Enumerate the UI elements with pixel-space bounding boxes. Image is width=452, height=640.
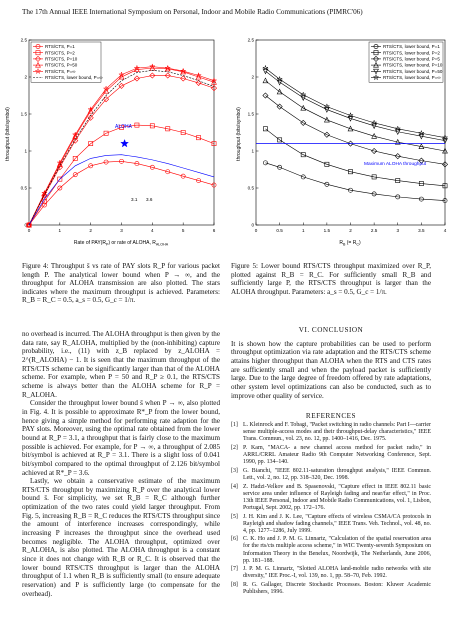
y-tick-label: 2.5	[20, 37, 27, 43]
references-title: REFERENCES	[305, 412, 357, 421]
x-tick-label: 2	[349, 228, 352, 233]
series-line	[29, 70, 214, 225]
legend-label: RTS/CTS, P=∞	[45, 68, 76, 74]
marker-label-3-1: 3.1	[131, 197, 138, 202]
legend-label: RTS/CTS, lower bound, P=5	[383, 56, 440, 62]
x-axis-label: $R_B$ (= $R_C$)	[339, 240, 361, 247]
x-tick-label: 3	[396, 228, 400, 233]
x-tick-label: 1	[301, 228, 305, 233]
reference-item: [5] J. H. Kim and J. K. Lee, "Capture effects of wireless CSMA/CA protocols in Rayleigh and shadow fading channels," IEEE Trans. Veh. Technol., vol. 48, no. 4, pp. 1277–1286, July 1999.	[231, 513, 431, 534]
series-line	[29, 68, 214, 225]
figure-4-caption: Figure 4: Throughput s̄ vs rate of PAY slots R_P for various packet length P. The analytical lower bound when P → ∞, and the throughput for ALOHA transmission are also plotted. The stars indicates where the maximum throughput is achieved. Parameters: R_B = R_C = 0.5, a_s = 0.5, G_c = 1/π.	[22, 262, 220, 305]
y-tick-label: 1.5	[20, 111, 27, 117]
reference-item: [2] P. Karn, "MACA- a new channel access method for packet radio," in ARRL/CRRL Amateur Radio 9th Computer Networking Conference, Sept. 1990, pp. 134–140.	[231, 444, 431, 466]
x-tick-label: 5	[181, 228, 185, 233]
x-axis-label: Rate of $PAY(R_P)$ or rate of ALOHA, $R_{ALOHA}$	[73, 240, 169, 247]
series-line	[29, 155, 214, 225]
x-tick-label: 0.5	[276, 228, 283, 233]
legend-label: RTS/CTS, lower bound, P=10	[383, 62, 443, 68]
figure-5-chart	[234, 34, 449, 256]
y-tick-label: 0.5	[247, 185, 254, 191]
legend-label: RTS/CTS, P=1	[45, 44, 75, 50]
y-tick-label: 0	[251, 222, 254, 228]
figure-5-caption: Figure 5: Lower bound RTS/CTS throughput maximized over R_P, plotted against R_B = R_C. For sufficiently small R_B and sufficiently large P, the RTS/CTS throughput is larger than the ALOHA throughput. Parameters: a_s = 0.5, G_c = 1/π.	[231, 262, 431, 296]
y-axis-label: throughput (bits/symbol)	[5, 107, 11, 161]
conclusion-paragraph: It is shown how the capture probabilities can be used to perform throughput optimization via rate adaptation and the RTS/CTS scheme attains higher throughput than ALOHA when the RTS and CTS rates are sufficiently small and when the payload packet is sufficiently large. Due to the large degree of freedom offered by rate adaptations, other system level optimizations can also be conducted, such as to improve other quality of service.	[231, 339, 431, 400]
aloha-max-star	[121, 140, 129, 147]
figure-4-chart	[3, 34, 218, 256]
legend-label: RTS/CTS, P=2	[45, 50, 75, 56]
x-tick-label: 4	[151, 228, 154, 233]
x-tick-label: 4	[443, 228, 447, 233]
series-line	[265, 96, 445, 165]
y-tick-label: 2	[24, 74, 27, 80]
section-title: VI. CONCLUSION	[298, 326, 364, 334]
x-tick-label: 2	[89, 228, 92, 233]
y-tick-label: 0	[24, 222, 27, 228]
series-line	[265, 81, 445, 151]
marker-label-3-6: 3.6	[146, 197, 153, 202]
left-column	[22, 330, 220, 598]
paragraph: Lastly, we obtain a conservative estimate of the maximum RTS/CTS throughput by maximizing R_P over the analytical lower bound s̄. For simplicity, we set R_B = R_C although further optimization of the two rates could yield larger throughput. From Fig. 5, increasing R_B = R_C reduces the RTS/CTS throughput since the amount of interference increases correspondingly, while increasing P increases the throughput since the overhead used becomes negligible. The ALOHA throughput, optimized over R_ALOHA, is also plotted. The ALOHA throughput is a constant since it does not change with R_B or R_C. It is observed that the lower bound RTS/CTS throughput is larger than the ALOHA throughput of 1.1 when R_B is sufficiently small (to ensure adequate reservation) and P is sufficiently large (to compensate for the overhead).	[22, 477, 220, 598]
reference-item: [7] J. P. M. G. Linnartz, "Slotted ALOHA land-mobile radio networks with site diversity," IEE Proc.-I, vol. 139, no. 1, pp. 58–70, Feb. 1992.	[231, 566, 431, 580]
y-tick-label: 2.5	[247, 37, 254, 43]
series-line	[265, 129, 445, 186]
x-tick-label: 6	[212, 228, 216, 233]
figure-5	[234, 34, 449, 256]
page-header: The 17th Annual IEEE International Symposium on Personal, Indoor and Mobile Radio Communications (PIMRC'06)	[22, 8, 363, 16]
x-tick-label: 3.5	[418, 228, 425, 233]
legend-label: RTS/CTS, lower bound, P=∞	[383, 75, 441, 81]
aloha-annotation: ALOHA	[115, 124, 132, 130]
y-tick-label: 1	[251, 148, 254, 154]
y-tick-label: 1	[24, 148, 27, 154]
x-tick-label: 0	[254, 228, 258, 233]
y-tick-label: 0.5	[20, 185, 27, 191]
y-tick-label: 1.5	[247, 111, 254, 117]
x-tick-label: 3	[120, 228, 123, 233]
figure-4	[3, 34, 218, 256]
series-line	[265, 163, 445, 201]
reference-item: [8] R. G. Gallager, Discrete Stochastic Processes. Boston: Kluwer Academic Publishers, 1996.	[231, 582, 431, 596]
max-aloha-annotation: Maximum ALOHA throughput	[364, 162, 427, 167]
legend-label: RTS/CTS, lower bound, P=∞	[45, 75, 103, 81]
legend-label: RTS/CTS, lower bound, P=50	[383, 68, 443, 74]
reference-item: [3] G. Bianchi, "IEEE 802.11-saturation throughput analysis," IEEE Commun. Lett., vol. 2, no. 12, pp. 318–320, Dec. 1998.	[231, 467, 431, 481]
y-tick-label: 2	[251, 74, 254, 80]
paragraph: no overhead is incurred. The ALOHA throughput is then given by the data rate, say R_ALOHA, multiplied by the (non-inhibiting) capture probability, i.e., (11) with z_B replaced by z_ALOHA = 2^(R_ALOHA) − 1. It is seen that the maximum throughput of the RTS/CTS scheme can be significantly larger than that of the ALOHA scheme. For example, when P = 50 and R_P ≥ 0.1, the RTS/CTS scheme is always better than the ALOHA scheme for R_P = R_ALOHA.	[22, 330, 220, 399]
right-column	[231, 320, 431, 426]
x-tick-label: 0	[27, 228, 31, 233]
paragraph: Consider the throughput lower bound s̄ when P → ∞, also plotted in Fig. 4. It is possible to approximate R*_P from the lower bound, hence giving a simple method for performing rate adaption for the PAY slots. Moreover, using the optimal rate obtained from the lower bound at R_P = 3.1, a throughput that is fairly close to the maximum possible is achieved. For example, for P → ∞, a throughput of 2.085 bit/symbol is achieved at R_P = 3.1. There is a slight loss of 0.041 bit/symbol compared to the optimal throughput of 2.126 bit/symbol achieved at R*_P = 3.6.	[22, 399, 220, 477]
reference-item: [1] L. Kleinrock and F. Tobagi, "Packet switching in radio channels: Part I—carrier sense multiple-access modes and their throughput-delay characteristics," IEEE Trans. Commun., vol. 23, no. 12, pp. 1400–1416, Dec. 1975.	[231, 422, 431, 443]
series-line	[29, 76, 214, 225]
series-line	[29, 125, 214, 225]
series-line	[29, 161, 214, 225]
reference-item: [6] C. K. Ho and J. P. M. G. Linnartz, "Calculation of the spatial reservation area for the rts/cts multiple access scheme," in WIC Twenty-seventh Symposium on Information Theory in the Benelux, Noordwijk, The Netherlands, June 2006, pp. 181–188.	[231, 536, 431, 564]
legend-label: RTS/CTS, lower bound, P=2	[383, 50, 440, 56]
y-axis-label: throughput (bits/symbol)	[236, 107, 242, 161]
x-tick-label: 1.5	[323, 228, 331, 233]
x-tick-label: 2.5	[370, 228, 378, 233]
legend-label: RTS/CTS, P=10	[45, 56, 78, 62]
series-line	[29, 67, 214, 225]
legend-label: RTS/CTS, P=50	[45, 62, 78, 68]
x-tick-label: 1	[58, 228, 62, 233]
references-list	[231, 422, 431, 598]
legend-label: RTS/CTS, lower bound, P=1	[383, 44, 440, 50]
reference-item: [4] Z. Hadzi-Velkov and B. Spasenovski, "Capture effect in IEEE 802.11 basic service area under influence of Rayleigh fading and near/far effect," in Proc. 13th IEEE Personal, Indoor and Mobile Radio Communications, vol. 1, Lisbon, Portugal, Sept. 2002, pp. 172–176.	[231, 483, 431, 511]
